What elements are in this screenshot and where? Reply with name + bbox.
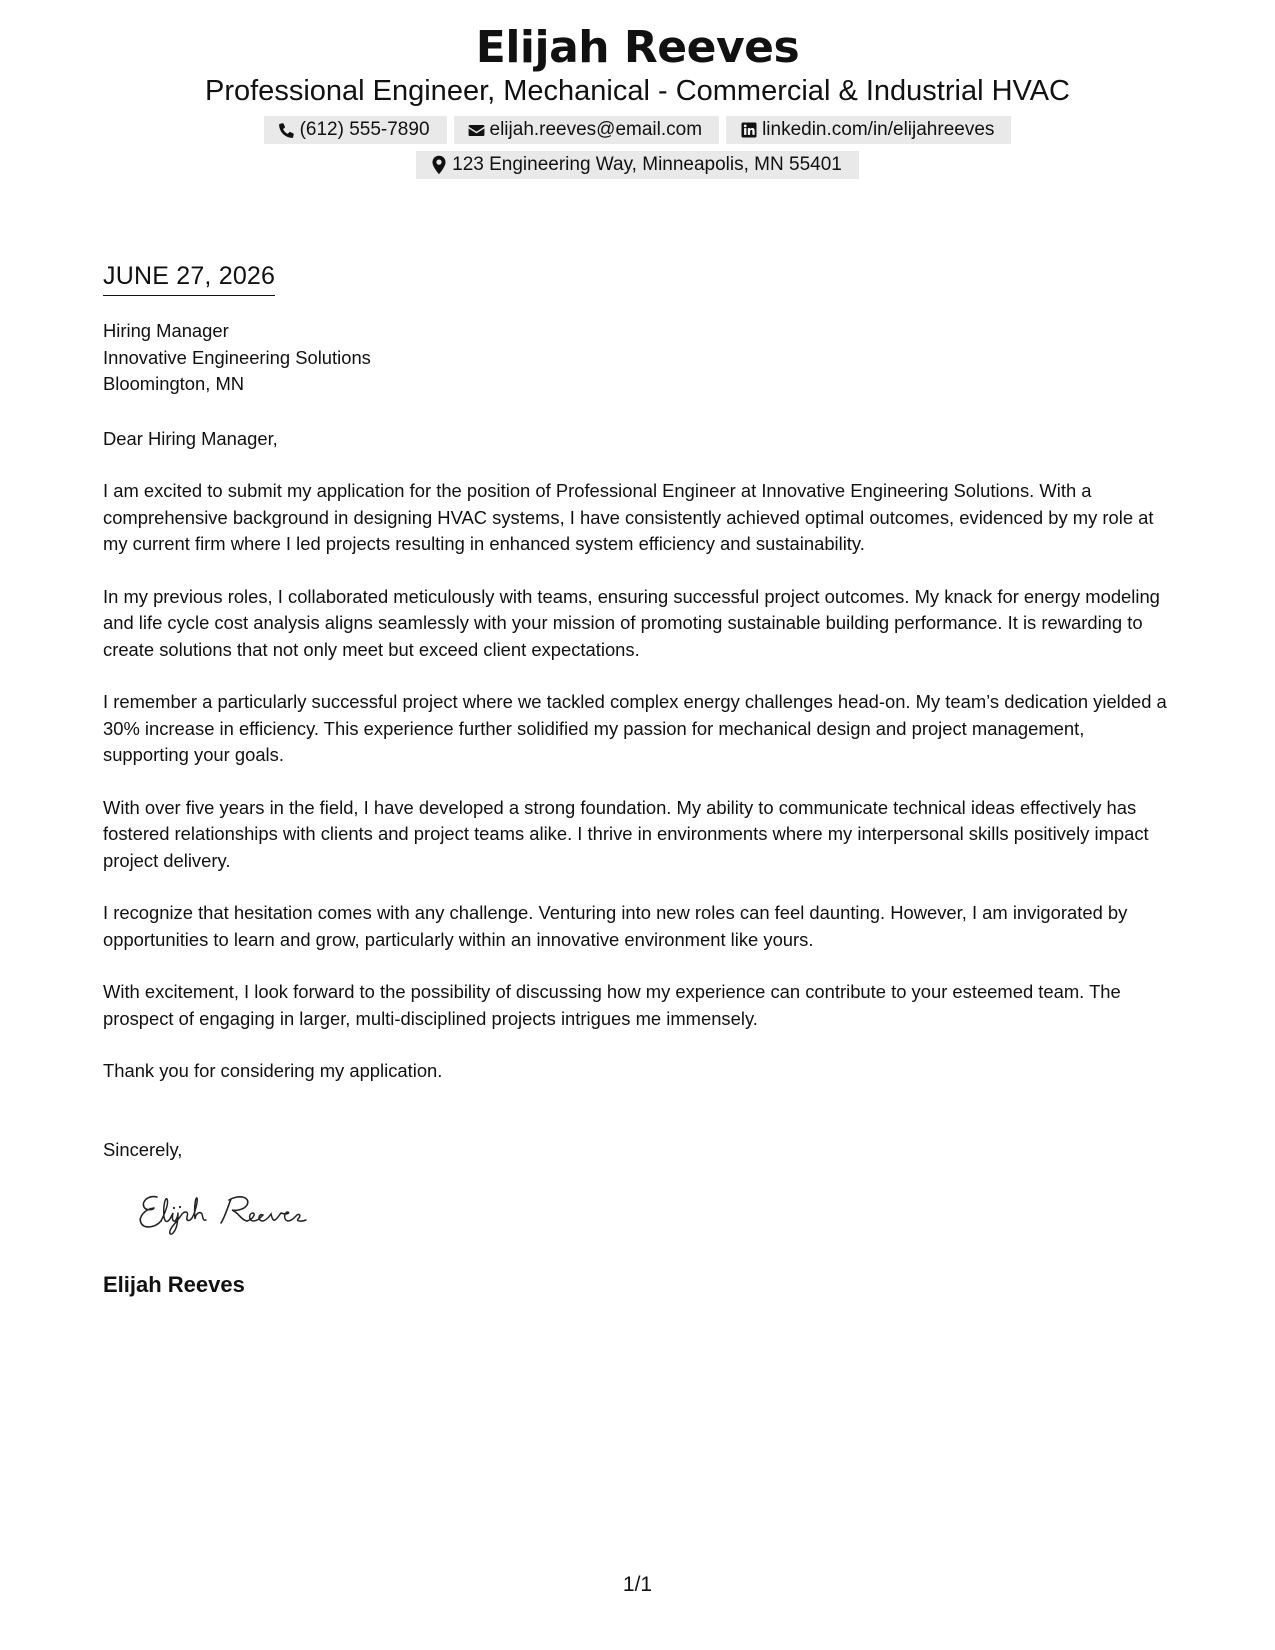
salutation: Dear Hiring Manager, [103, 427, 278, 449]
professional-headline: Professional Engineer, Mechanical - Commercial & Industrial HVAC [205, 75, 1070, 107]
applicant-name: Elijah Reeves [475, 22, 800, 73]
email-text: elijah.reeves@email.com [489, 119, 703, 140]
contact-row [0, 116, 1275, 144]
recipient-title: Hiring Manager [103, 320, 229, 341]
contact-phone [264, 116, 447, 144]
page-indicator: 1/1 [622, 1573, 653, 1596]
phone-text: (612) 555-7890 [299, 119, 430, 140]
letter-header [0, 22, 1275, 179]
contact-linkedin [726, 116, 1011, 144]
recipient-company: Innovative Engineering Solutions [103, 346, 371, 368]
paragraph: With over five years in the field, I have developed a strong foundation. My ability to communicate technical ideas effectively has fostered relationships with clients and project teams alike. I thrive in environments where my interpersonal skills positively impact project delivery. [103, 796, 1149, 871]
paragraph: I remember a particularly successful project where we tackled complex energy challenges head-on. My team’s dedication yielded a 30% increase in efficiency. This experience further solidified my passion for mechanical design and project management, supporting your goals. [103, 691, 1167, 765]
letter-body [103, 260, 1173, 1299]
handwritten-signature [135, 1183, 335, 1239]
paragraph: I am excited to submit my application for the position of Professional Engineer at Innovative Engineering Solutions. With a comprehensive background in designing HVAC systems, I have consistently achieved optimal outcomes, evidenced by my role at my current firm where I led projects resulting in enhanced system efficiency and sustainability. [103, 480, 1154, 554]
paragraph: I recognize that hesitation comes with any challenge. Venturing into new roles can feel daunting. However, I am invigorated by opportunities to learn and grow, particularly within an innovative environment like yours. [103, 902, 1128, 950]
contact-address [416, 151, 859, 179]
paragraph: In my previous roles, I collaborated meticulously with teams, ensuring successful project outcomes. My knack for energy modeling and life cycle cost analysis aligns seamlessly with your mission of promoting sustainable building performance. It is rewarding to create solutions that not only meet but exceed client expectations. [103, 585, 1160, 660]
closing: Sincerely, [103, 1138, 183, 1160]
phone-icon [277, 120, 297, 140]
linkedin-icon [739, 120, 759, 140]
contact-email [454, 116, 720, 144]
contact-row-address [0, 151, 1275, 179]
address-text: 123 Engineering Way, Minneapolis, MN 55401 [452, 154, 842, 175]
letter-date: JUNE 27, 2026 [103, 260, 275, 296]
signer-name: Elijah Reeves [103, 1271, 245, 1297]
paragraph: With excitement, I look forward to the possibility of discussing how my experience can contribute to your esteemed team. The prospect of engaging in larger, multi-disciplined projects intrigues me immensely. [103, 981, 1121, 1029]
paragraph: Thank you for considering my application. [103, 1060, 443, 1081]
recipient-location: Bloomington, MN [103, 373, 245, 394]
linkedin-text: linkedin.com/in/elijahreeves [762, 119, 995, 140]
recipient-block [103, 318, 1173, 398]
map-marker-icon [429, 155, 449, 175]
envelope-icon [467, 120, 487, 140]
